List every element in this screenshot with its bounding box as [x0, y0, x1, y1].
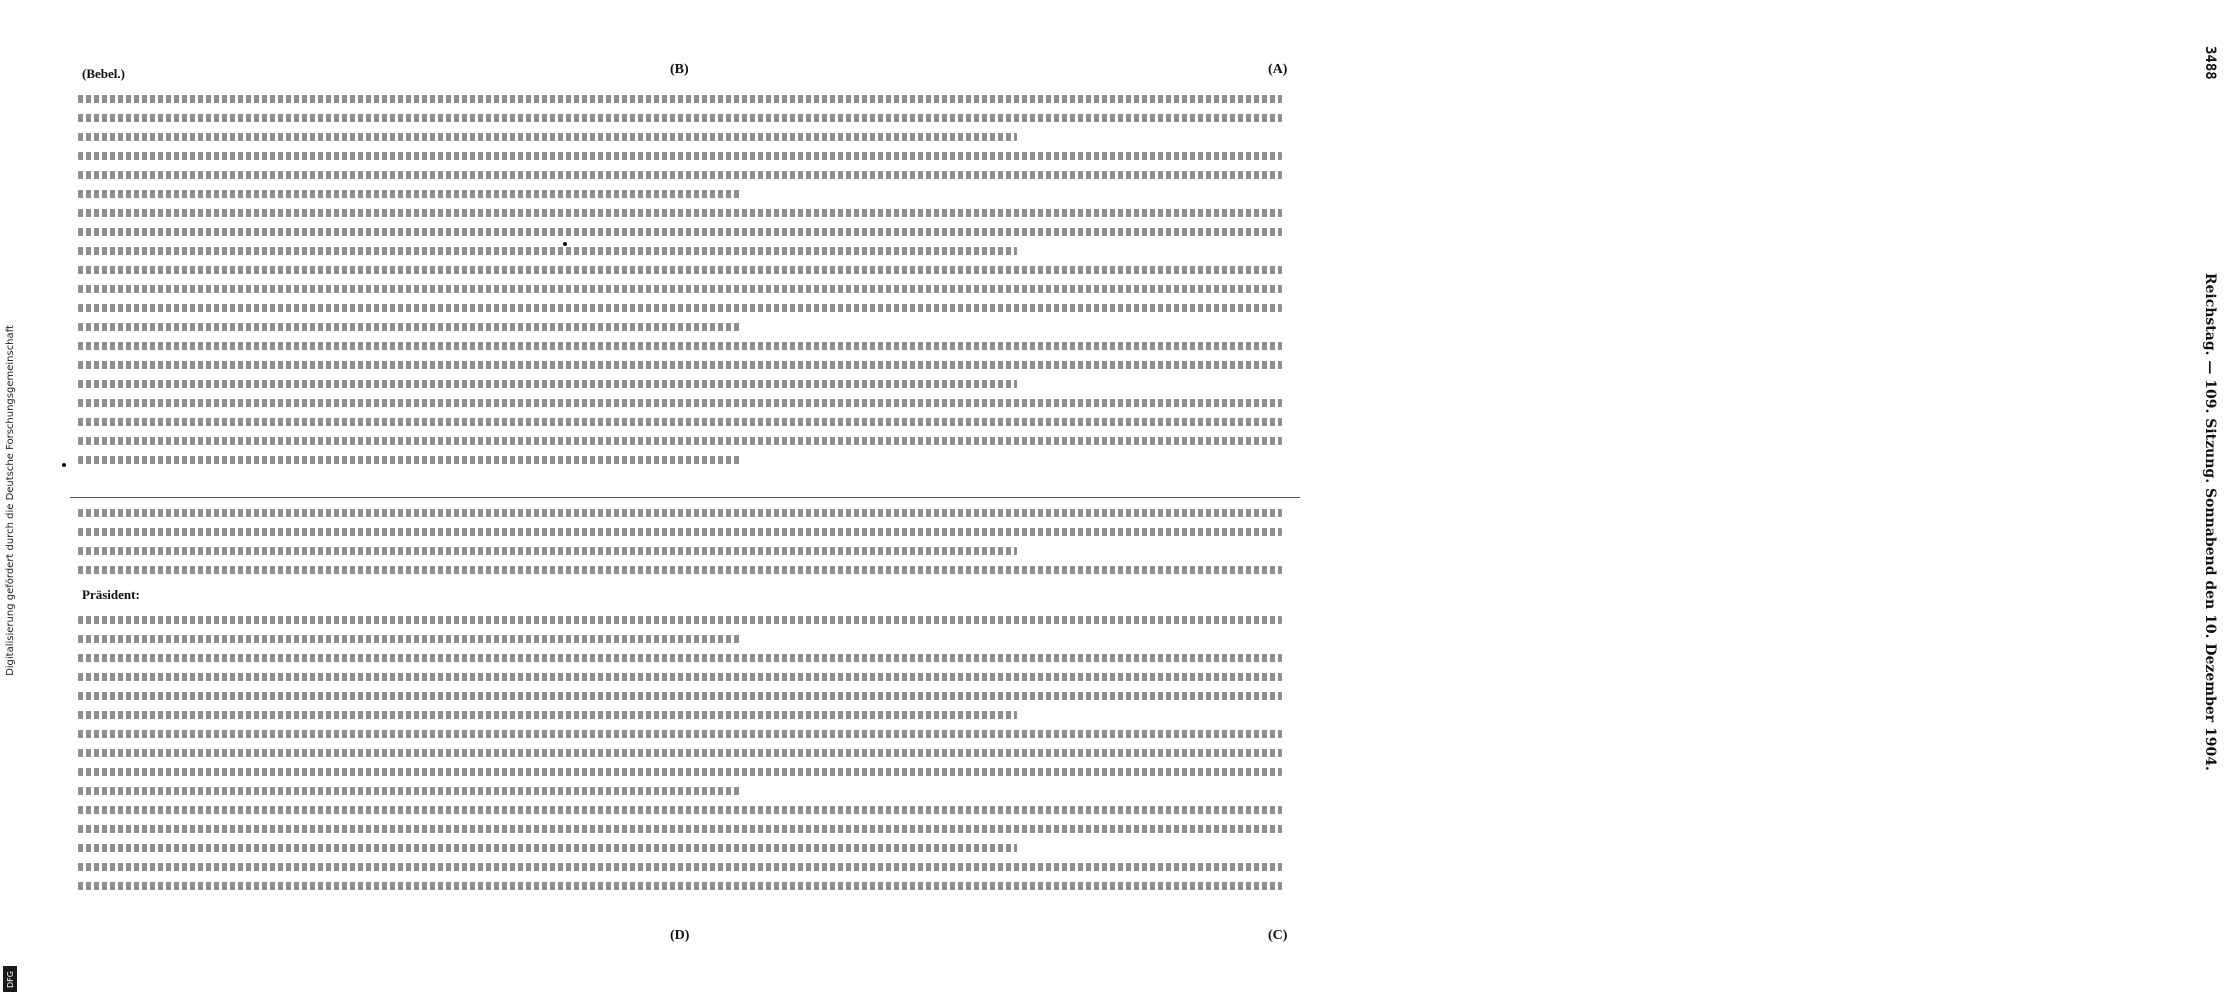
- text-line: [78, 342, 1282, 350]
- margin-marker-d: (D): [670, 928, 690, 943]
- margin-marker-b: (B): [670, 62, 689, 77]
- upper-column: [70, 60, 1290, 490]
- text-line: [78, 882, 1282, 890]
- text-line: [78, 247, 1017, 255]
- text-line: [78, 171, 1282, 179]
- page-header: [1300, 40, 2218, 970]
- text-line: [78, 749, 1282, 757]
- text-line: [78, 190, 740, 198]
- text-line: [78, 616, 1282, 624]
- text-line: [78, 547, 1017, 555]
- text-line: [78, 361, 1282, 369]
- text-line: [78, 418, 1282, 426]
- dfg-logo: [3, 966, 17, 992]
- lower-column: [70, 505, 1290, 935]
- text-line: [78, 768, 1282, 776]
- text-line: [78, 528, 1282, 536]
- text-line: [78, 825, 1282, 833]
- text-line: [78, 509, 1282, 517]
- text-line: [78, 806, 1282, 814]
- text-line: [78, 152, 1282, 160]
- text-line: [78, 566, 1282, 574]
- margin-marker-a: (A): [1268, 62, 1288, 77]
- page-number: 3488: [2202, 46, 2218, 80]
- funding-strip: [0, 0, 20, 1000]
- column-divider: [70, 497, 1300, 498]
- text-line: [78, 228, 1282, 236]
- text-line: [78, 399, 1282, 407]
- header-title: Reichstag. — 109. Sitzung. Sonnabend den 10. Dezember 1904.: [2202, 272, 2218, 771]
- text-line: [78, 95, 1282, 103]
- text-line: [78, 456, 740, 464]
- speaker-heading-upper: (Bebel.): [82, 66, 125, 81]
- text-line: [78, 380, 1017, 388]
- text-line: [78, 209, 1282, 217]
- text-line: [78, 863, 1282, 871]
- text-line: [78, 844, 1017, 852]
- text-line: [78, 266, 1282, 274]
- text-line: [78, 437, 1282, 445]
- text-line: [78, 730, 1282, 738]
- text-line: [78, 692, 1282, 700]
- margin-marker-c: (C): [1268, 928, 1288, 943]
- dfg-logo-text: DFG: [5, 970, 15, 988]
- text-line: [78, 323, 740, 331]
- text-line: [78, 285, 1282, 293]
- text-line: [78, 787, 740, 795]
- text-line: [78, 114, 1282, 122]
- funding-note: Digitalisierung gefördert durch die Deutsche Forschungsgemeinschaft: [4, 324, 16, 676]
- text-line: [78, 711, 1017, 719]
- text-line: [78, 133, 1017, 141]
- print-speck: [62, 463, 66, 467]
- print-speck: [563, 242, 567, 246]
- text-line: [78, 635, 740, 643]
- speaker-heading-lower: Präsident:: [82, 587, 140, 602]
- text-line: [78, 654, 1282, 662]
- text-line: [78, 304, 1282, 312]
- text-line: [78, 673, 1282, 681]
